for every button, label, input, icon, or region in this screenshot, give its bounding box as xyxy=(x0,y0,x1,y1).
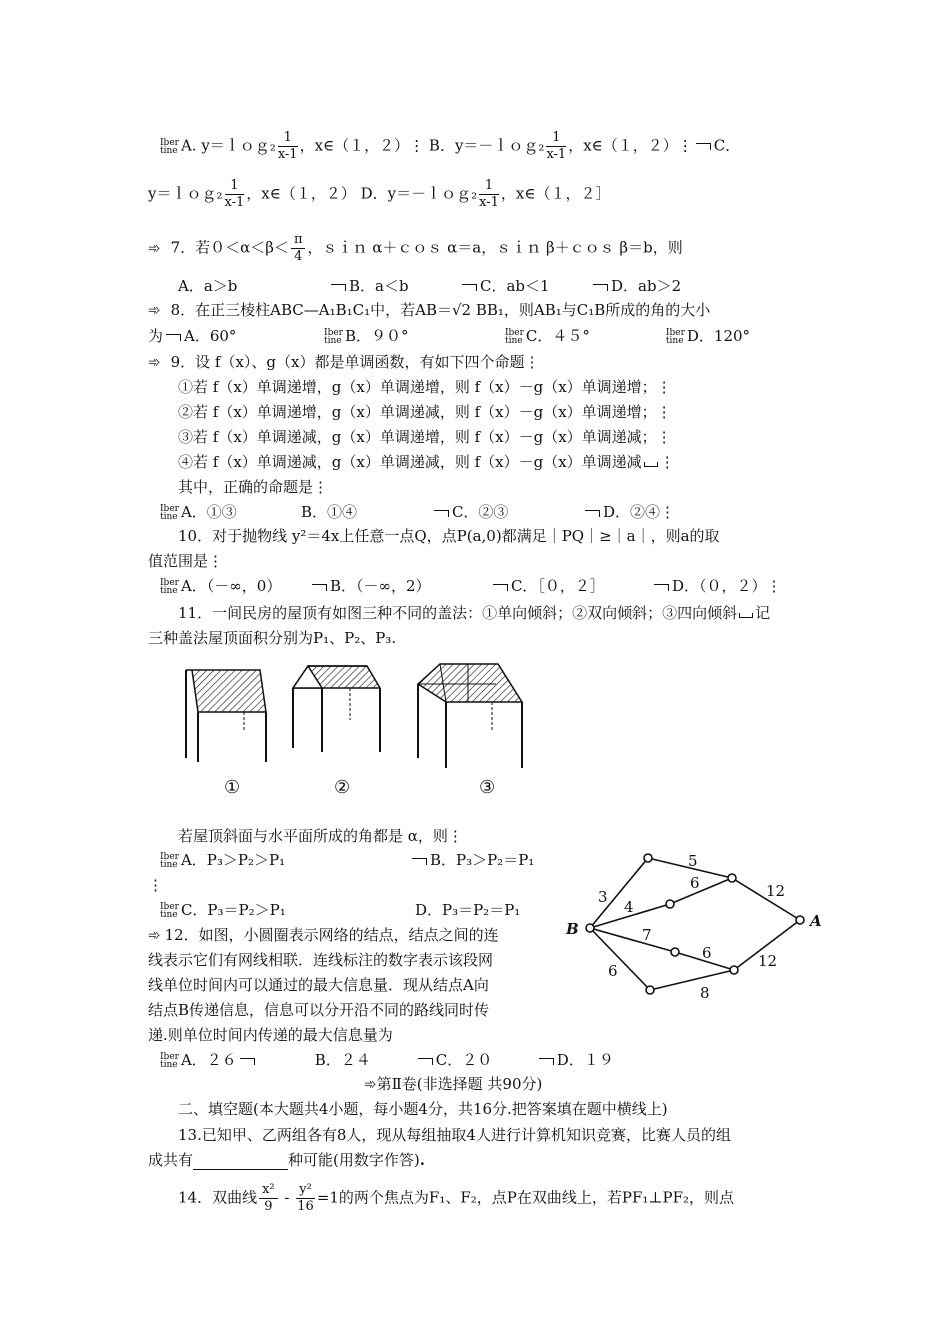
q7-stem-a: 7．若０＜α＜β＜ xyxy=(170,238,289,257)
arrow-icon: ➾ xyxy=(364,1075,377,1093)
roof-single-slope xyxy=(186,670,266,762)
break-mark-icon xyxy=(240,1058,255,1065)
q14-tail: =1的两个焦点为F₁、F₂，点P在双曲线上，若PF₁⊥PF₂，则点 xyxy=(316,1188,734,1207)
answer-blank[interactable] xyxy=(193,1155,288,1170)
part2-title xyxy=(364,1074,542,1094)
q6-option-c-head: y＝ｌｏｇ₂ xyxy=(148,184,223,203)
q13-text-b: 种可能(用数字作答) xyxy=(288,1151,420,1169)
q6-option-d-head: ，x∈（１，２） D．y＝－ｌｏｇ₂ xyxy=(246,184,478,203)
q9-stem-text: 9．设 f（x）、g（x）都是单调函数，有如下四个命题⋮ xyxy=(170,353,540,371)
roof-label-1: ① xyxy=(224,777,241,798)
q8-options xyxy=(148,326,750,346)
break-mark-icon xyxy=(493,584,508,591)
q9-prop4-text: ④若 f（x）单调递减，g（x）单调递减，则 f（x）－g（x）单调递减 xyxy=(178,453,642,471)
q11-continuation: ⋮ xyxy=(148,876,163,894)
option-marker-icon: Iber tine xyxy=(160,1052,179,1070)
q7-option-d: D．ab＞2 xyxy=(611,277,682,295)
q9-ask: 其中，正确的命题是⋮ xyxy=(178,478,329,496)
q9-prop1: ①若 f（x）单调递增，g（x）单调递增，则 f（x）－g（x）单调递增；⋮ xyxy=(178,378,672,396)
q12-option-d: D．１９ xyxy=(556,1051,614,1069)
graph-label-b: B xyxy=(566,920,579,938)
q6-line2 xyxy=(148,178,611,211)
q14-fraction-x xyxy=(259,1182,278,1215)
q7-option-c: C．ab＜1 xyxy=(480,277,550,295)
edge-weight: 12 xyxy=(758,952,778,970)
q7-stem xyxy=(148,232,683,265)
q10-options xyxy=(160,576,781,596)
q12-options xyxy=(160,1050,614,1070)
edge-weight: 12 xyxy=(766,882,786,900)
break-mark-icon xyxy=(166,334,181,341)
q11-stem xyxy=(178,603,770,623)
arrow-icon: ➾ xyxy=(148,238,161,257)
option-marker-icon: Iber tine xyxy=(160,137,179,156)
edge-weight: 6 xyxy=(608,962,618,980)
q9-option-a: A．①③ xyxy=(180,503,237,521)
q14-fraction-y xyxy=(296,1182,315,1215)
edge-weight: 6 xyxy=(690,874,700,892)
q9-option-c: C．②③ xyxy=(451,503,509,521)
q11-condition: 若屋顶斜面与水平面所成的角都是 α，则⋮ xyxy=(178,827,463,845)
graph-node xyxy=(586,924,594,932)
q7-pi-fraction xyxy=(291,232,306,265)
q8-option-d: D．120° xyxy=(686,327,751,345)
frac-den: x-1 xyxy=(277,147,298,162)
frac-num: 1 xyxy=(479,178,499,195)
frac-den: 16 xyxy=(297,1199,314,1214)
break-mark-icon xyxy=(462,284,477,291)
option-marker-icon: Iber tine xyxy=(504,328,524,346)
q11-stem-text: 11．一间民房的屋顶有如图三种不同的盖法：①单向倾斜；②双向倾斜；③四向倾斜 xyxy=(178,604,738,622)
arrow-icon: ➾ xyxy=(148,926,161,944)
q11-option-c: C．P₃＝P₂＞P₁ xyxy=(180,901,286,919)
roof-label-3: ③ xyxy=(479,777,496,798)
q9-option-b: B．①④ xyxy=(300,503,357,521)
option-marker-icon: Iber tine xyxy=(324,328,343,346)
arrow-icon: ➾ xyxy=(148,301,161,319)
q10-option-c: C．［０，２］ xyxy=(510,577,605,595)
graph-node xyxy=(796,916,804,924)
frac-num: y² xyxy=(296,1182,315,1199)
break-mark-icon xyxy=(418,1058,433,1065)
q12-line2: 线表示它们有网线相联．连线标注的数字表示该段网 xyxy=(148,951,494,969)
q9-prop3: ③若 f（x）单调递减，g（x）单调递增，则 f（x）－g（x）单调递减；⋮ xyxy=(178,428,672,446)
frac-num: π xyxy=(291,232,306,249)
q12-option-b: B．２４ xyxy=(314,1051,371,1069)
q7-stem-b: ，ｓｉｎ α＋ｃｏｓ α＝a，ｓｉｎ β＋ｃｏｓ β＝b，则 xyxy=(307,238,683,257)
q6-option-a-head: A. y＝ｌｏｇ₂ xyxy=(180,136,276,155)
q11-option-b: B．P₃＞P₂＝P₁ xyxy=(429,851,535,869)
frac-den: 4 xyxy=(294,249,303,264)
q10-stem-line2: 值范围是⋮ xyxy=(148,552,224,570)
graph-node xyxy=(646,986,654,994)
q12-text-1: 12．如图，小圆圈表示网络的结点，结点之间的连 xyxy=(164,926,499,944)
q12-line3: 线单位时间内可以通过的最大信息量．现从结点A向 xyxy=(148,976,489,994)
q6-option-b-tail: ，x∈（１，２）⋮ xyxy=(568,136,693,155)
network-graph xyxy=(560,840,830,1010)
q14-head: 14．双曲线 xyxy=(178,1188,258,1207)
q8-stem xyxy=(148,300,710,320)
edge-weight: 8 xyxy=(700,984,710,1002)
q9-options xyxy=(160,502,675,522)
graph-label-a: A xyxy=(810,912,822,930)
frac-den: 9 xyxy=(264,1199,273,1214)
section-heading: 二、填空题(本大题共4小题，每小题4分，共16分.把答案填在题中横线上) xyxy=(178,1100,668,1118)
edge-weight: 5 xyxy=(688,852,698,870)
q10-stem: 10．对于抛物线 y²＝4x上任意一点Q，点P(a,0)都满足｜PQ｜≥｜a｜，则a的取 xyxy=(178,527,720,545)
q12-line4: 结点B传递信息，信息可以分开沿不同的路线同时传 xyxy=(148,1001,490,1019)
q9-option-d: D．②④⋮ xyxy=(602,503,675,521)
frac-num: x² xyxy=(259,1182,278,1199)
q11-stem-tail: 记 xyxy=(755,604,771,622)
q6-option-b-head: ，x∈（１，２）⋮ B．y＝－ｌｏｇ₂ xyxy=(299,136,545,155)
edge-weight: 4 xyxy=(624,898,634,916)
q10-option-b: B．（－∞，2） xyxy=(329,577,431,595)
break-mark-icon xyxy=(739,613,753,618)
q10-option-d: D．（０，２）⋮ xyxy=(671,577,782,595)
graph-node xyxy=(728,874,736,882)
break-mark-icon xyxy=(434,510,449,517)
q11-option-d: D．P₃＝P₂＝P₁ xyxy=(414,901,521,919)
q6-fraction-c xyxy=(225,178,245,211)
q9-prop4-tail: ⋮ xyxy=(659,453,675,471)
q11-stem-line2: 三种盖法屋顶面积分别为P₁、P₂、P₃. xyxy=(148,629,397,647)
frac-den: x-1 xyxy=(224,195,245,210)
break-mark-icon xyxy=(312,584,327,591)
q14-line xyxy=(178,1182,734,1215)
break-mark-icon xyxy=(593,284,608,291)
edge-weight: 6 xyxy=(702,944,712,962)
part2-title-text: 第Ⅱ卷(非选择题 共90分) xyxy=(376,1075,543,1093)
option-marker-icon: Iber tine xyxy=(160,852,179,870)
graph-node xyxy=(666,900,674,908)
q7-options xyxy=(178,276,681,296)
edge-weight: 3 xyxy=(598,888,608,906)
break-mark-icon xyxy=(654,584,669,591)
break-mark-icon xyxy=(331,284,346,291)
q10-option-a: A．（－∞，0） xyxy=(180,577,282,595)
q8-line2-head: 为 xyxy=(148,327,164,345)
q6-line1 xyxy=(160,130,740,163)
break-mark-icon xyxy=(585,510,600,517)
frac-den: x-1 xyxy=(546,147,567,162)
roof-four-slope xyxy=(418,664,522,768)
q13-line1: 13.已知甲、乙两组各有8人，现从每组抽取4人进行计算机知识竞赛，比赛人员的组 xyxy=(178,1126,731,1144)
frac-num: 1 xyxy=(278,130,298,147)
option-marker-icon: Iber tine xyxy=(665,328,685,346)
q6-option-c-label: C． xyxy=(713,136,741,155)
q8-stem-text: 8．在正三棱柱ABC—A₁B₁C₁中，若AB＝√2 BB₁，则AB₁与C₁B所成的角的大小 xyxy=(170,301,711,319)
q13-text-a: 成共有 xyxy=(148,1151,194,1169)
option-marker-icon: Iber tine xyxy=(160,578,179,596)
break-mark-icon xyxy=(412,858,427,865)
graph-node xyxy=(671,948,679,956)
q7-option-a: A．a＞b xyxy=(178,277,238,295)
break-mark-icon xyxy=(644,462,658,467)
q6-option-d-tail: ，x∈（１，２］ xyxy=(500,184,611,203)
q8-option-b: B．９０° xyxy=(344,327,409,345)
frac-num: 1 xyxy=(546,130,566,147)
edge-weight: 7 xyxy=(642,926,652,944)
q12-line5: 递.则单位时间内传递的最大信息量为 xyxy=(148,1026,393,1044)
frac-den: x-1 xyxy=(479,195,499,210)
graph-node xyxy=(730,966,738,974)
q8-option-a: A．60° xyxy=(184,327,237,345)
q12-line1 xyxy=(148,925,499,945)
q12-option-c: C．２０ xyxy=(435,1051,493,1069)
q14-minus: - xyxy=(279,1188,295,1207)
q6-fraction-b xyxy=(546,130,566,163)
option-marker-icon: Iber tine xyxy=(160,902,179,920)
q8-option-c: C．４５° xyxy=(525,327,590,345)
break-mark-icon xyxy=(696,143,711,150)
q13-line2 xyxy=(148,1150,425,1170)
q6-fraction-a xyxy=(278,130,298,163)
q11-options-ab xyxy=(160,850,534,870)
graph-node xyxy=(644,854,652,862)
q7-option-b: B．a＜b xyxy=(349,277,409,295)
option-marker-icon: Iber tine xyxy=(160,504,179,522)
frac-num: 1 xyxy=(225,178,245,195)
q11-options-cd xyxy=(160,900,520,920)
roof-double-slope xyxy=(293,666,380,752)
q11-option-a: A．P₃＞P₂＞P₁ xyxy=(180,851,286,869)
q13-text-c: . xyxy=(419,1151,425,1169)
q9-prop4 xyxy=(178,452,675,472)
break-mark-icon xyxy=(539,1058,554,1065)
arrow-icon: ➾ xyxy=(148,353,161,371)
q6-fraction-d xyxy=(479,178,499,211)
q9-stem xyxy=(148,352,539,372)
q12-option-a: A．２６ xyxy=(180,1051,237,1069)
q9-prop2: ②若 f（x）单调递增，g（x）单调递减，则 f（x）－g（x）单调递增；⋮ xyxy=(178,403,672,421)
roof-label-2: ② xyxy=(334,777,351,798)
